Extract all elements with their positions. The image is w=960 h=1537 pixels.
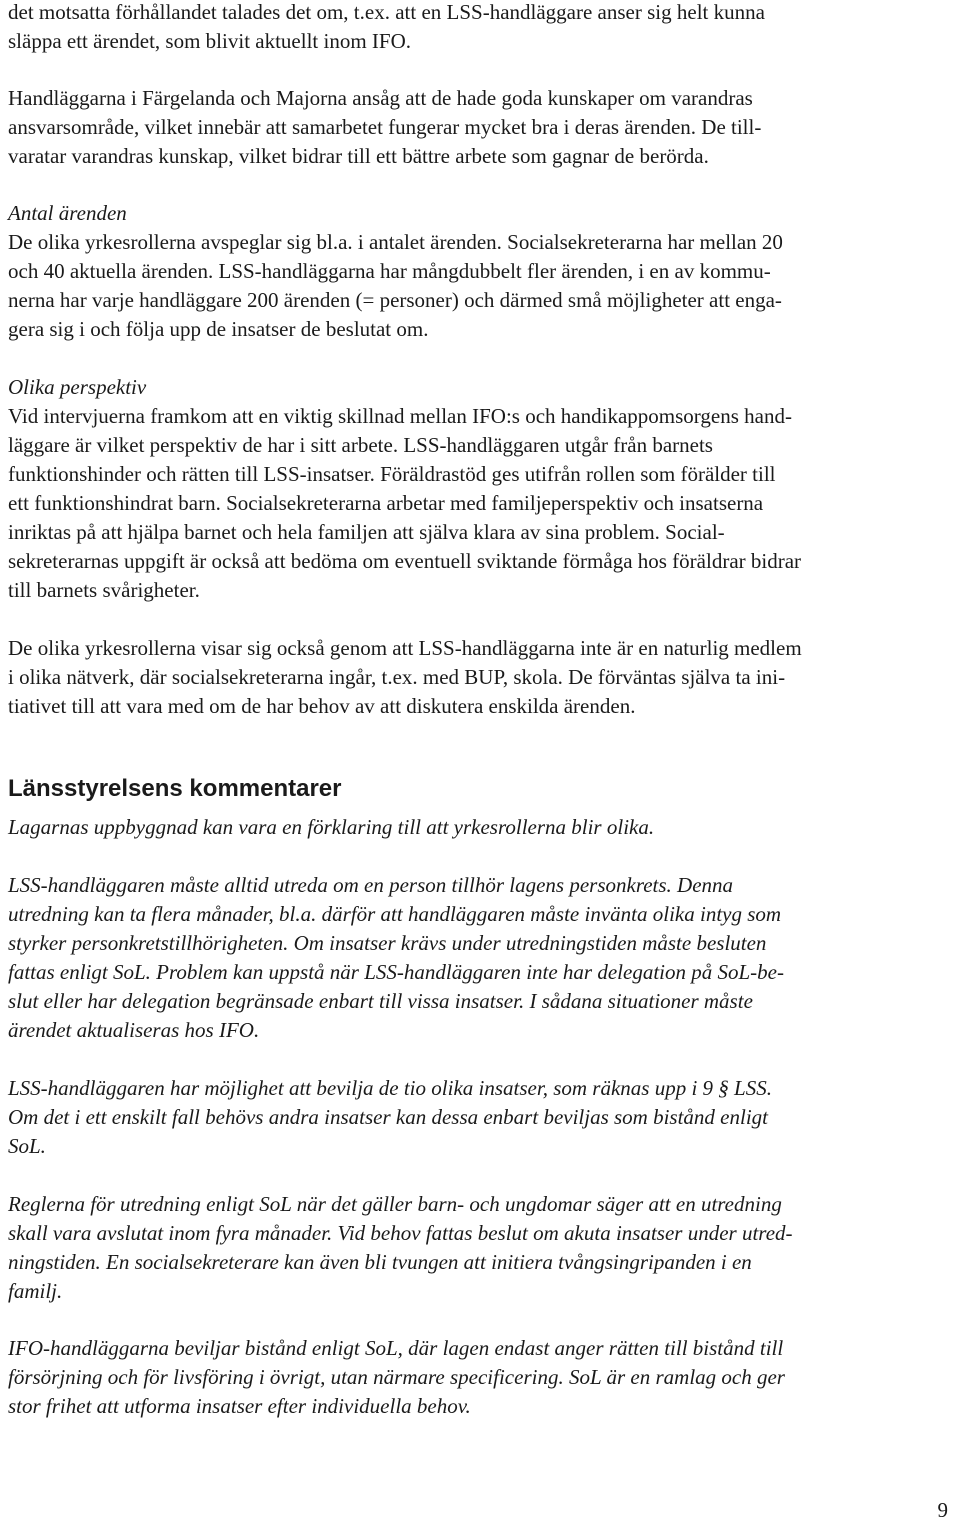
text-line: slut eller har delegation begränsade enbart till vissa insatser. I sådana situationer måste xyxy=(8,989,753,1013)
text-line: LSS-handläggaren måste alltid utreda om en person tillhör lagens personkrets. Denna xyxy=(8,873,734,897)
section-heading: Länsstyrelsens kommentarer xyxy=(8,775,342,802)
comment-paragraph-5 xyxy=(8,1334,785,1421)
natverk-paragraph xyxy=(8,634,802,721)
comment-paragraph-1 xyxy=(8,813,654,842)
comment-paragraph-4 xyxy=(8,1190,793,1306)
text-line: De olika yrkesrollerna visar sig också genom att LSS-handläggarna inte är en naturlig medlem xyxy=(8,636,802,660)
text-line: familj. xyxy=(8,1279,63,1303)
intro-paragraph xyxy=(8,0,765,56)
antal-section xyxy=(8,199,783,344)
text-line: försörjning och för livsföring i övrigt, utan närmare specificering. SoL är en ramlag och ger xyxy=(8,1365,785,1389)
text-line: ningstiden. En socialsekreterare kan även bli tvungen att initiera tvångsingripanden i en xyxy=(8,1250,752,1274)
text-line: fattas enligt SoL. Problem kan uppstå när LSS-handläggaren inte har delegation på SoL-be- xyxy=(8,960,784,984)
lansstyrelsen-section xyxy=(8,771,342,807)
text-line: skall vara avslutat inom fyra månader. Vid behov fattas beslut om akuta insatser under utred- xyxy=(8,1221,793,1245)
text-line: Om det i ett enskilt fall behövs andra insatser kan dessa enbart beviljas som bistånd enligt xyxy=(8,1105,769,1129)
text-line: styrker personkretstillhörigheten. Om insatser krävs under utredningstiden måste besluten xyxy=(8,931,767,955)
text-line: gera sig i och följa upp de insatser de beslutat om. xyxy=(8,317,429,341)
comment-paragraph-2 xyxy=(8,871,784,1045)
text-line: ansvarsområde, vilket innebär att samarbetet fungerar mycket bra i deras ärenden. De till- xyxy=(8,115,762,139)
text-line: och 40 aktuella ärenden. LSS-handläggarna har mångdubbelt fler ärenden, i en av kommu- xyxy=(8,259,771,283)
text-line: sekreterarnas uppgift är också att bedöma om eventuell sviktande förmåga hos föräldrar bidrar xyxy=(8,549,802,573)
text-line: LSS-handläggaren har möjlighet att bevilja de tio olika insatser, som räknas upp i 9 § LSS. xyxy=(8,1076,772,1100)
text-line: i olika nätverk, där socialsekreterarna ingår, t.ex. med BUP, skola. De förväntas själva ta ini- xyxy=(8,665,786,689)
text-line: funktionshinder och rätten till LSS-insatser. Föräldrastöd ges utifrån rollen som förälder till xyxy=(8,462,776,486)
page-number: 9 xyxy=(937,1498,948,1522)
comment-paragraph-3 xyxy=(8,1074,772,1161)
text-line: stor frihet att utforma insatser efter individuella behov. xyxy=(8,1394,471,1418)
section-subheading: Antal ärenden xyxy=(8,201,127,225)
text-line: SoL. xyxy=(8,1134,46,1158)
text-line: släppa ett ärendet, som blivit aktuellt inom IFO. xyxy=(8,29,412,53)
text-line: IFO-handläggarna beviljar bistånd enligt SoL, där lagen endast anger rätten till bistånd till xyxy=(8,1336,784,1360)
text-line: Vid intervjuerna framkom att en viktig skillnad mellan IFO:s och handikappomsorgens hand- xyxy=(8,404,792,428)
text-line: Reglerna för utredning enligt SoL när det gäller barn- och ungdomar säger att en utredning xyxy=(8,1192,782,1216)
text-line: ett funktionshindrat barn. Socialsekreterarna arbetar med familjeperspektiv och insatserna xyxy=(8,491,764,515)
text-line: det motsatta förhållandet talades det om, t.ex. att en LSS-handläggare anser sig helt kunna xyxy=(8,0,765,24)
text-line: läggare är vilket perspektiv de har i sitt arbete. LSS-handläggaren utgår från barnets xyxy=(8,433,713,457)
collaboration-paragraph xyxy=(8,84,761,171)
text-line: De olika yrkesrollerna avspeglar sig bl.a. i antalet ärenden. Socialsekreterarna har mellan 20 xyxy=(8,230,783,254)
text-line: Handläggarna i Färgelanda och Majorna ansåg att de hade goda kunskaper om varandras xyxy=(8,86,753,110)
text-line: ärendet aktualiseras hos IFO. xyxy=(8,1018,260,1042)
text-line: nerna har varje handläggare 200 ärenden (= personer) och därmed små möjligheter att enga- xyxy=(8,288,782,312)
perspektiv-section xyxy=(8,373,801,605)
text-line: inriktas på att hjälpa barnet och hela familjen att själva klara av sina problem. Social- xyxy=(8,520,725,544)
text-line: varatar varandras kunskap, vilket bidrar till ett bättre arbete som gagnar de berörda. xyxy=(8,144,709,168)
text-line: Lagarnas uppbyggnad kan vara en förklaring till att yrkesrollerna blir olika. xyxy=(8,815,655,839)
text-line: till barnets svårigheter. xyxy=(8,578,200,602)
text-line: utredning kan ta flera månader, bl.a. därför att handläggaren måste invänta olika intyg som xyxy=(8,902,782,926)
text-line: tiativet till att vara med om de har behov av att diskutera enskilda ärenden. xyxy=(8,694,636,718)
section-subheading: Olika perspektiv xyxy=(8,375,147,399)
